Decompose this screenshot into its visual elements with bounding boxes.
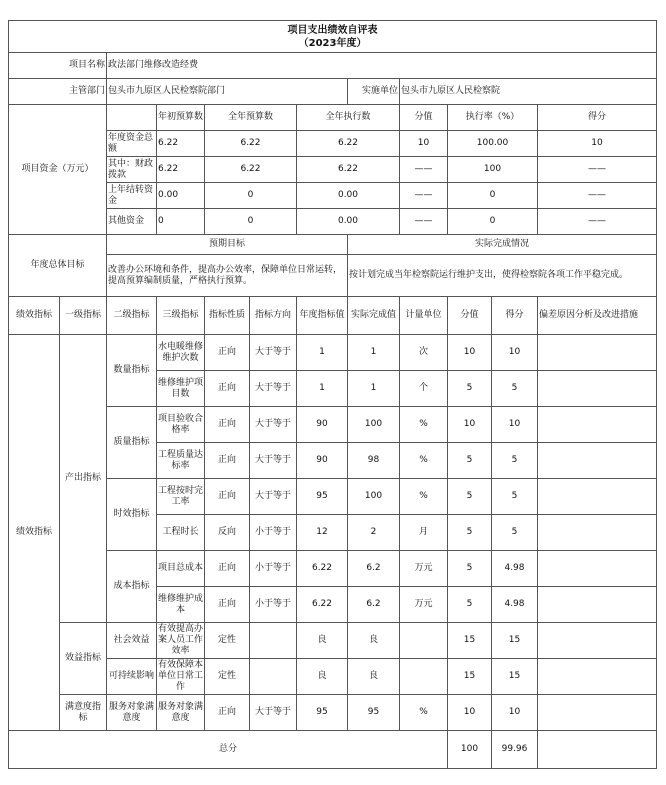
indicator-remark: [538, 695, 657, 731]
indicator-nature: 正向: [205, 695, 250, 731]
indicator-name: 维修维护项目数: [157, 371, 205, 407]
total-remark: [538, 731, 657, 769]
dept-label: 主管部门: [9, 79, 107, 105]
indicator-unit: [400, 623, 448, 659]
indicator-direction: 大于等于: [250, 443, 297, 479]
indicator-name: 有效保障本单位日常工作: [157, 659, 205, 695]
indicator-nature: 正向: [205, 551, 250, 587]
indicator-weight: 5: [448, 515, 492, 551]
indicator-score: 5: [492, 443, 538, 479]
funds-score-val: ——: [400, 157, 448, 183]
goals-label: 年度总体目标: [9, 235, 107, 297]
indicator-direction: 小于等于: [250, 515, 297, 551]
indicator-nature: 正向: [205, 407, 250, 443]
indicator-target: 12: [297, 515, 348, 551]
funds-score: ——: [538, 183, 657, 209]
funds-score: ——: [538, 157, 657, 183]
indicator-unit: %: [400, 695, 448, 731]
indicator-weight: 5: [448, 551, 492, 587]
indicator-direction: 大于等于: [250, 479, 297, 515]
total-row: [9, 731, 657, 769]
funds-budget: 0: [205, 183, 297, 209]
perf-header: 三级指标: [157, 297, 205, 335]
level1-output: 产出指标: [60, 335, 107, 623]
planned-goal-text: 改善办公环境和条件，提高办公效率，保障单位日常运转，提高预算编制质量，严格执行预算。: [107, 255, 348, 297]
indicator-target: 1: [297, 335, 348, 371]
funds-header: 执行率（%）: [448, 105, 538, 131]
level2-sustain: 可持续影响: [107, 659, 157, 695]
indicator-nature: 定性: [205, 659, 250, 695]
perf-header-row: [9, 297, 657, 335]
indicator-target: 95: [297, 695, 348, 731]
level2-quality: 质量指标: [107, 407, 157, 479]
indicator-name: 服务对象满意度: [157, 695, 205, 731]
indicator-remark: [538, 623, 657, 659]
funds-row: [9, 183, 657, 209]
perf-header: 得分: [492, 297, 538, 335]
indicator-name: 项目验收合格率: [157, 407, 205, 443]
indicator-actual: 100: [348, 479, 400, 515]
funds-rate: 0: [448, 209, 538, 235]
funds-init: 0.00: [157, 183, 205, 209]
level2-timeliness: 时效指标: [107, 479, 157, 551]
indicator-nature: 正向: [205, 443, 250, 479]
indicator-unit: 月: [400, 515, 448, 551]
total-score: 99.96: [492, 731, 538, 769]
funds-header: 全年执行数: [297, 105, 400, 131]
indicator-direction: 大于等于: [250, 335, 297, 371]
indicator-nature: 定性: [205, 623, 250, 659]
funds-exec: 0.00: [297, 209, 400, 235]
funds-header: 年初预算数: [157, 105, 205, 131]
indicator-row: [9, 623, 657, 659]
funds-score: ——: [538, 209, 657, 235]
perf-header: 年度指标值: [297, 297, 348, 335]
indicator-actual: 2: [348, 515, 400, 551]
indicator-direction: 大于等于: [250, 695, 297, 731]
perf-header: 二级指标: [107, 297, 157, 335]
indicator-score: 5: [492, 371, 538, 407]
indicator-weight: 15: [448, 623, 492, 659]
indicator-unit: [400, 659, 448, 695]
project-name-value: 政法部门维修改造经费: [107, 53, 657, 79]
funds-row: [9, 131, 657, 157]
level2-quantity: 数量指标: [107, 335, 157, 407]
perf-header: 绩效指标: [9, 297, 60, 335]
funds-rate: 100: [448, 157, 538, 183]
indicator-unit: %: [400, 407, 448, 443]
perf-header: 计量单位: [400, 297, 448, 335]
indicator-target: 1: [297, 371, 348, 407]
total-label: 总分: [9, 731, 448, 769]
funds-exec: 6.22: [297, 131, 400, 157]
indicator-weight: 15: [448, 659, 492, 695]
perf-header: 一级指标: [60, 297, 107, 335]
funds-budget: 6.22: [205, 131, 297, 157]
indicator-score: 10: [492, 335, 538, 371]
funds-score-val: ——: [400, 209, 448, 235]
funds-init: 0: [157, 209, 205, 235]
indicator-weight: 5: [448, 371, 492, 407]
funds-exec: 0.00: [297, 183, 400, 209]
funds-init: 6.22: [157, 131, 205, 157]
funds-header: 得分: [538, 105, 657, 131]
level1-effect: 效益指标: [60, 623, 107, 695]
indicator-target: 良: [297, 659, 348, 695]
indicator-remark: [538, 371, 657, 407]
indicator-direction: 小于等于: [250, 587, 297, 623]
level2-social: 社会效益: [107, 623, 157, 659]
indicator-score: 5: [492, 515, 538, 551]
indicator-remark: [538, 551, 657, 587]
funds-row-name: 年度资金总额: [107, 131, 157, 157]
indicator-actual: 1: [348, 371, 400, 407]
title-text: 项目支出绩效自评表: [287, 24, 378, 36]
indicator-target: 6.22: [297, 551, 348, 587]
indicator-row: [9, 479, 657, 515]
funds-score-val: ——: [400, 183, 448, 209]
self-evaluation-form: [8, 20, 656, 769]
indicator-direction: [250, 623, 297, 659]
evaluation-table: [8, 20, 657, 769]
level1-satisfaction: 满意度指标: [60, 695, 107, 731]
actual-goal-header: 实际完成情况: [348, 235, 657, 255]
actual-goal-text: 按计划完成当年检察院运行维护支出，使得检察院各项工作平稳完成。: [348, 255, 657, 297]
funds-header: 全年预算数: [205, 105, 297, 131]
dept-value: 包头市九原区人民检察院部门: [107, 79, 348, 105]
indicator-remark: [538, 587, 657, 623]
indicator-score: 4.98: [492, 587, 538, 623]
indicator-unit: 万元: [400, 587, 448, 623]
indicator-remark: [538, 443, 657, 479]
indicator-remark: [538, 335, 657, 371]
indicator-weight: 10: [448, 335, 492, 371]
form-title: [9, 21, 657, 53]
indicator-actual: 良: [348, 659, 400, 695]
indicator-weight: 5: [448, 479, 492, 515]
indicator-name: 有效提高办案人员工作效率: [157, 623, 205, 659]
indicator-actual: 1: [348, 335, 400, 371]
indicator-actual: 100: [348, 407, 400, 443]
indicator-name: 维修维护成本: [157, 587, 205, 623]
indicator-remark: [538, 659, 657, 695]
indicator-row: [9, 407, 657, 443]
indicator-row: [9, 659, 657, 695]
funds-score-val: 10: [400, 131, 448, 157]
funds-exec: 6.22: [297, 157, 400, 183]
indicator-unit: %: [400, 479, 448, 515]
indicator-name: 工程时长: [157, 515, 205, 551]
planned-goal-header: 预期目标: [107, 235, 348, 255]
perf-header: 实际完成值: [348, 297, 400, 335]
indicator-actual: 98: [348, 443, 400, 479]
indicator-score: 10: [492, 695, 538, 731]
indicator-unit: 次: [400, 335, 448, 371]
indicator-direction: 小于等于: [250, 551, 297, 587]
funds-row: [9, 157, 657, 183]
indicator-weight: 5: [448, 443, 492, 479]
level2-cost: 成本指标: [107, 551, 157, 623]
perf-label: 绩效指标: [9, 335, 60, 731]
indicator-remark: [538, 407, 657, 443]
indicator-target: 6.22: [297, 587, 348, 623]
indicator-unit: %: [400, 443, 448, 479]
indicator-target: 95: [297, 479, 348, 515]
indicator-actual: 6.2: [348, 587, 400, 623]
indicator-unit: 个: [400, 371, 448, 407]
funds-label: 项目资金（万元）: [9, 105, 107, 235]
indicator-direction: 大于等于: [250, 407, 297, 443]
indicator-name: 工程质量达标率: [157, 443, 205, 479]
funds-row: [9, 209, 657, 235]
impl-value: 包头市九原区人民检察院: [400, 79, 657, 105]
indicator-target: 90: [297, 407, 348, 443]
perf-header: 指标性质: [205, 297, 250, 335]
indicator-name: 项目总成本: [157, 551, 205, 587]
perf-header: 偏差原因分析及改进措施: [538, 297, 657, 335]
indicator-weight: 10: [448, 695, 492, 731]
indicator-name: 工程按时完工率: [157, 479, 205, 515]
indicator-weight: 5: [448, 587, 492, 623]
indicator-target: 良: [297, 623, 348, 659]
funds-row-name: 其中：财政拨款: [107, 157, 157, 183]
indicator-score: 15: [492, 623, 538, 659]
indicator-score: 15: [492, 659, 538, 695]
indicator-score: 4.98: [492, 551, 538, 587]
indicator-nature: 正向: [205, 479, 250, 515]
indicator-actual: 95: [348, 695, 400, 731]
indicator-direction: 大于等于: [250, 371, 297, 407]
indicator-actual: 6.2: [348, 551, 400, 587]
funds-header: 分值: [400, 105, 448, 131]
indicator-nature: 正向: [205, 371, 250, 407]
funds-rate: 0: [448, 183, 538, 209]
indicator-score: 10: [492, 407, 538, 443]
funds-row-name: 其他资金: [107, 209, 157, 235]
funds-rate: 100.00: [448, 131, 538, 157]
perf-header: 指标方向: [250, 297, 297, 335]
funds-row-name: 上年结转资金: [107, 183, 157, 209]
indicator-row: [9, 695, 657, 731]
indicator-target: 90: [297, 443, 348, 479]
indicator-row: [9, 335, 657, 371]
perf-header: 分值: [448, 297, 492, 335]
indicator-remark: [538, 515, 657, 551]
indicator-remark: [538, 479, 657, 515]
indicator-nature: 正向: [205, 587, 250, 623]
level2-satisfaction: 服务对象满意度: [107, 695, 157, 731]
funds-init: 6.22: [157, 157, 205, 183]
funds-header-blank: [107, 105, 157, 131]
indicator-unit: 万元: [400, 551, 448, 587]
indicator-weight: 10: [448, 407, 492, 443]
project-name-label: 项目名称: [9, 53, 107, 79]
indicator-nature: 反向: [205, 515, 250, 551]
year-text: （2023年度）: [298, 37, 367, 49]
impl-label: 实施单位: [348, 79, 400, 105]
funds-score: 10: [538, 131, 657, 157]
funds-budget: 0: [205, 209, 297, 235]
indicator-row: [9, 551, 657, 587]
indicator-nature: 正向: [205, 335, 250, 371]
indicator-score: 5: [492, 479, 538, 515]
funds-budget: 6.22: [205, 157, 297, 183]
indicator-direction: [250, 659, 297, 695]
indicator-name: 水电暖维修维护次数: [157, 335, 205, 371]
total-weight: 100: [448, 731, 492, 769]
indicator-actual: 良: [348, 623, 400, 659]
